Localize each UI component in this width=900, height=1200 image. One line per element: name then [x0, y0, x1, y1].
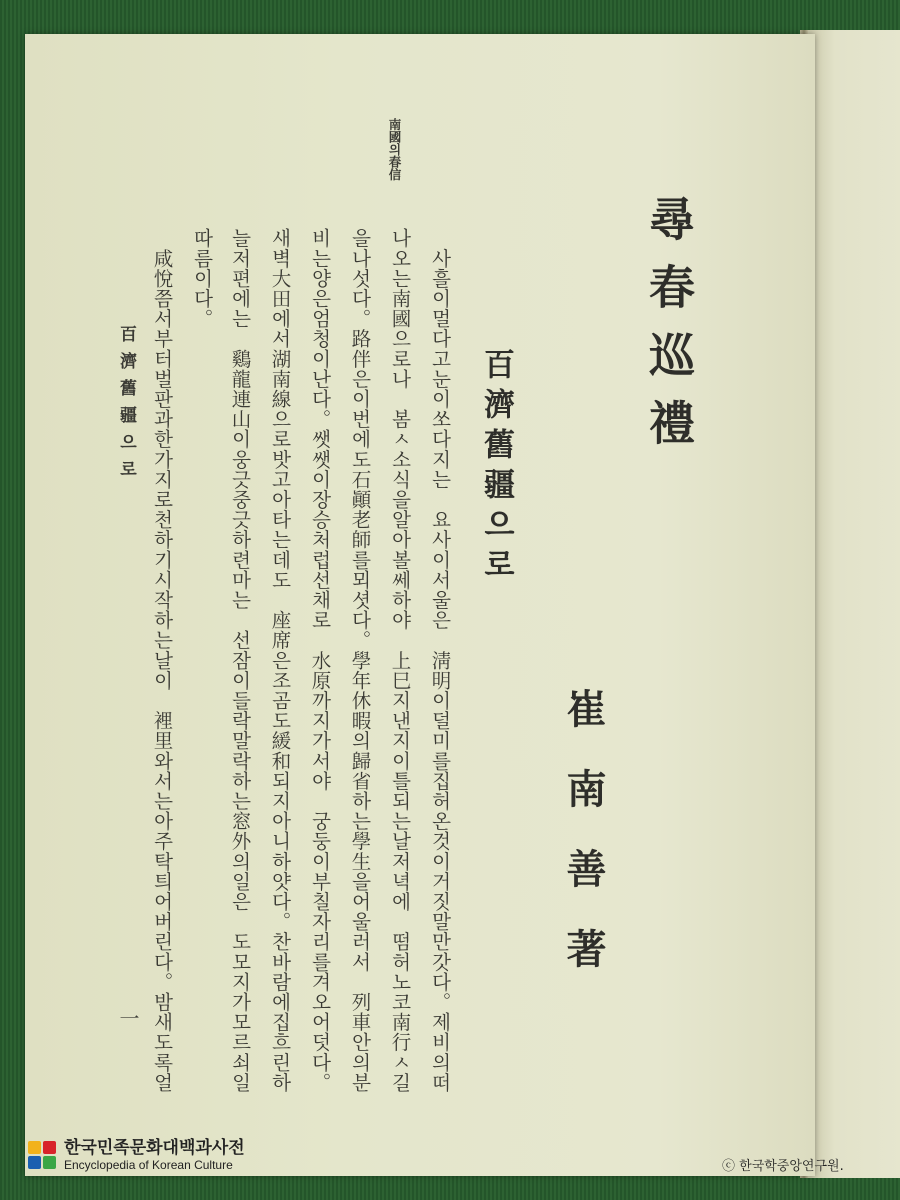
- running-header: 南國의春信: [387, 118, 402, 181]
- logo-english-text: Encyclopedia of Korean Culture: [64, 1158, 233, 1172]
- book-author: 崔南善著: [560, 688, 607, 1008]
- chapter-title: 百濟舊疆으로: [478, 348, 514, 588]
- copyright-notice: ⓒ 한국학중앙연구원.: [722, 1159, 844, 1174]
- logo-korean-text: 한국민족문화대백과사전: [64, 1138, 245, 1158]
- body-column-3: 을나섯다。路伴은이번에도石顚老師를뫼셧다。學年休暇의歸省하는學生을어울러서 列車안의분: [348, 228, 372, 1093]
- body-column-8: 咸悅쯤서부터벌판과한가지로천하기시작하는날이 裡里와서는아주탁틔어버린다。밤새도록얼: [150, 228, 174, 1093]
- page-number: 一: [116, 1008, 140, 1028]
- footer-title: 百濟舊疆으로: [116, 325, 136, 487]
- body-column-5: 새벽大田에서湖南線으로밧고아타는데도 座席은조곰도緩和되지아니하얏다。찬바람에집흐린하: [268, 228, 292, 1093]
- book-title: 尋春巡禮: [642, 195, 696, 467]
- body-column-1: 사흘이멀다고눈이쏘다지는 요사이서울은 淸明이덜미를집허온것이거짓말만갓다。제비의떠: [428, 228, 452, 1093]
- body-column-4: 비는양은엄청이난다。쌧쌧이장승처럽선채로 水原까지가서야 궁둥이부칠자리를겨오어덧다。: [308, 228, 332, 1093]
- body-column-6: 늘저편에는 鷄龍連山이웅긋중긋하련마는 선잠이들락말락하는窓外의일은 도모지가모르쇠일: [228, 228, 252, 1093]
- facing-page-edge: [805, 30, 900, 1178]
- encyclopedia-logo: [28, 1140, 245, 1171]
- encyclopedia-logo-icon: [28, 1141, 58, 1171]
- body-column-2: 나오는南國으로나 봄ㅅ소식을알아볼쎄하야 上巳지낸지이틀되는날저녁에 떰허노코南行ㅅ길: [388, 228, 412, 1093]
- body-column-7: 따름이다。: [190, 228, 214, 329]
